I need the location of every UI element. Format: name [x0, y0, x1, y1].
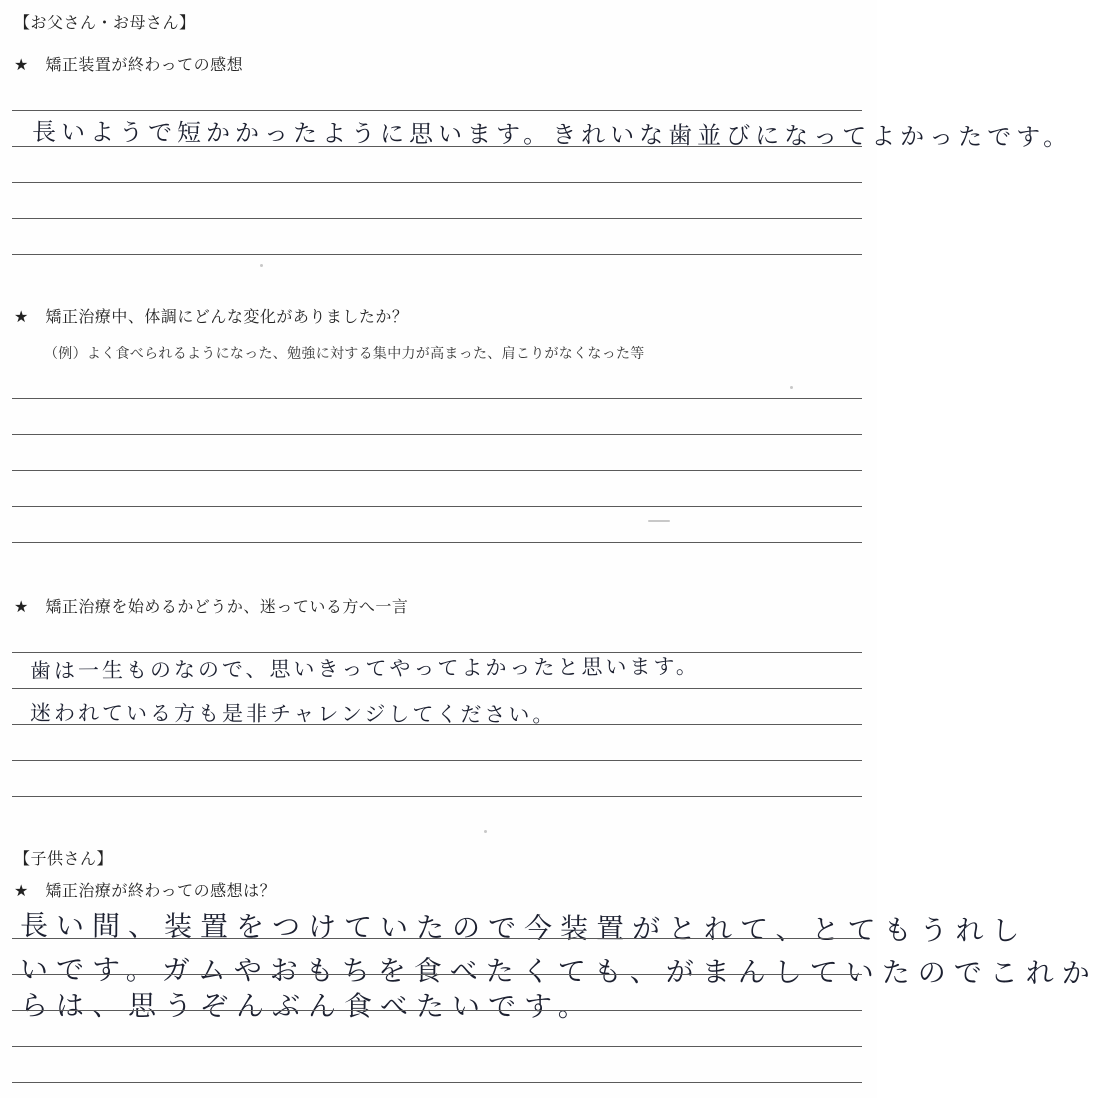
- handwritten-answer-line: らは、思うぞんぶん食べたいです。: [20, 989, 594, 1024]
- question-example-text: （例）よく食べられるようになった、勉強に対する集中力が高まった、肩こりがなくなった等: [44, 346, 645, 362]
- answer-rule: [12, 218, 862, 219]
- handwritten-answer-line: いです。ガムやおもちを食べたくても、がまんしていたのでこれか: [20, 953, 1098, 990]
- question-parents-impression: ★ 矯正装置が終わっての感想: [14, 55, 244, 74]
- handwritten-answer-line: 迷われている方も是非チャレンジしてください。: [30, 701, 557, 727]
- answer-rule: [12, 182, 862, 183]
- answer-rule: [12, 1082, 862, 1083]
- answer-rule: [12, 938, 862, 939]
- answer-rule: [12, 470, 862, 471]
- answer-rule: [12, 724, 862, 725]
- scan-speck: [484, 830, 487, 833]
- section-header-child: 【子供さん】: [14, 849, 114, 868]
- handwritten-answer-line: 長い間、装置をつけていたので今装置がとれて、とてもうれし: [20, 909, 1028, 948]
- answer-rule: [12, 760, 862, 761]
- scan-speck: [648, 520, 670, 522]
- answer-rule: [12, 434, 862, 435]
- handwritten-answer-line: 歯は一生ものなので、思いきってやってよかったと思います。: [29, 654, 700, 684]
- question-child-impression: ★ 矯正治療が終わっての感想は？: [14, 881, 277, 900]
- handwritten-answer-line: 長いようで短かかったように思います。きれいな歯並びになってよかったです。: [32, 118, 1073, 152]
- scan-speck: [260, 264, 263, 267]
- answer-rule: [12, 1046, 862, 1047]
- answer-rule: [12, 110, 862, 111]
- section-header-parents: 【お父さん・お母さん】: [14, 13, 196, 32]
- answer-rule: [12, 796, 862, 797]
- scan-speck: [790, 386, 793, 389]
- answer-rule: [12, 254, 862, 255]
- answer-rule: [12, 1010, 862, 1011]
- question-parents-advice: ★ 矯正治療を始めるかどうか、迷っている方へ一言: [14, 597, 409, 616]
- answer-rule: [12, 652, 862, 653]
- answer-rule: [12, 506, 862, 507]
- question-parents-health-change: ★ 矯正治療中、体調にどんな変化がありましたか？: [14, 307, 409, 326]
- answer-rule: [12, 146, 862, 147]
- answer-rule: [12, 542, 862, 543]
- answer-rule: [12, 688, 862, 689]
- answer-rule: [12, 974, 862, 975]
- answer-rule: [12, 398, 862, 399]
